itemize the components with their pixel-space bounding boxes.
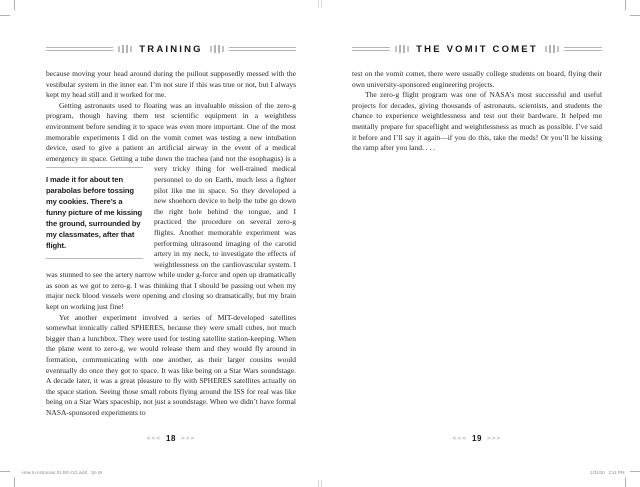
right-page-title: THE VOMIT COMET (416, 43, 538, 55)
left-page-folio (46, 432, 296, 444)
pull-quote: I made it for about ten parabolas before tossing my cookies. There’s a funny picture of me kissing the ground, surrounded by my classmates, after that flight. (46, 167, 143, 259)
crop-mark-top-right-horizontal (630, 15, 640, 16)
crop-mark-gutter-bottom-1 (318, 480, 319, 487)
crop-mark-top-left-vertical (14, 0, 15, 10)
folio-right-arrows-icon: >>> (180, 435, 196, 441)
body-paragraph-text: Getting astronauts used to floating was an invaluable mission of the zero-g program, though having them test scientific equipment in a weightless environment before sending it to space was even more important. One of the most memorable experiments I did on the vomit comet was testing a new intubation device, used to give a patient an artificial airway in the event of a medical emergency in space. Getting a tube down the trachea (and not (46, 100, 296, 163)
crop-mark-top-left-horizontal (0, 15, 10, 16)
slug-filename: How to Astronaut 01 BG-GG.indd 18-19 (22, 470, 102, 475)
right-running-head (352, 43, 602, 55)
header-rule-left (352, 47, 390, 51)
header-ornament-bars-icon (395, 45, 409, 53)
right-page-number: 19 (472, 433, 482, 443)
crop-mark-bottom-left-vertical (14, 477, 15, 487)
header-ornament-bars-icon (118, 45, 132, 53)
header-ornament-bars-icon (210, 45, 224, 53)
left-running-head (46, 43, 296, 55)
header-ornament-bars-icon (545, 45, 559, 53)
folio-left-arrows-icon: <<< (146, 435, 162, 441)
left-page-number: 18 (166, 433, 176, 443)
body-paragraph: because moving your head around during the pullout supposedly messed with the vestibular system in the inner ear. I’m not sure if this was true or not, but I always kept my head still and it worked for me. (46, 69, 296, 100)
crop-mark-bottom-left-horizontal (0, 471, 10, 472)
body-paragraph: test on the vomit comet, there were usually college students on board, flying their own university-sponsored engineering projects. (352, 69, 602, 89)
slug-timestamp: 1/31/20 2:11 PM (590, 470, 625, 475)
right-page-body (352, 69, 602, 430)
folio-left-arrows-icon: <<< (452, 435, 468, 441)
crop-mark-gutter-top-1 (318, 0, 319, 7)
header-rule-right (229, 47, 296, 51)
body-paragraph: The zero-g flight program was one of NASA’s most successful and useful projects for decades, giving thousands of astronauts, scientists, and students the chance to experience weightlessness and test out their hardware. It helped me mentally prepare for spaceflight and weightlessness as much as possible. I’ve said it before and I’ll say it again—if you do this, take the meds! Or you’ll be kissing the ramp after you land. . . . (352, 90, 602, 153)
crop-mark-gutter-bottom-2 (321, 480, 322, 487)
header-rule-left (46, 47, 113, 51)
body-paragraph (46, 101, 296, 313)
body-paragraph-text: the esophagus) is a very tricky thing for well-trained medical personnel to do on Earth, much less a fighter pilot like me in space. So they developed a new shoehorn device to help the tube go down the right hole behind the tongue, and I practiced the procedure on several zero-g flights. Another memorable experiment was performing ultrasound imaging of the carotid artery in my neck, to investigate the effects of weightlessness on the cardiovascular system. I was stunned to see the artery narrow while under g-force and open up dramatically as soon as we got to zero-g. I was thinking that I should be passing out when my major neck blood vessels were opening and closing so dramatically, but my brain kept on working just fine! (46, 153, 296, 312)
crop-mark-bottom-right-vertical (625, 477, 626, 487)
header-rule-right (564, 47, 602, 51)
body-paragraph: Yet another experiment involved a series of MIT-developed satellites somewhat ironically called SPHERES, because they were small cubes, not much bigger than a lunchbox. They were used for testing satellite station-keeping. When the plane went to zero-g, we would release them and they would fly around in formation, communicating with one another, as their larger cousins would eventually do once they got to space. It was like being on a Star Wars soundstage. A decade later, it was a great pleasure to fly with SPHERES satellites actually on the space station. Seeing those small robots flying around the ISS for real was like being on a Star Wars spaceship, not just a soundstage. When we didn’t have formal NASA-sponsored experiments to (46, 312, 296, 417)
crop-mark-bottom-right-horizontal (630, 471, 640, 472)
left-page-title: TRAINING (139, 43, 203, 55)
folio-right-arrows-icon: >>> (486, 435, 502, 441)
right-page-folio (352, 432, 602, 444)
crop-mark-gutter-top-2 (321, 0, 322, 7)
crop-mark-top-right-vertical (625, 0, 626, 10)
left-page-body (46, 69, 296, 430)
